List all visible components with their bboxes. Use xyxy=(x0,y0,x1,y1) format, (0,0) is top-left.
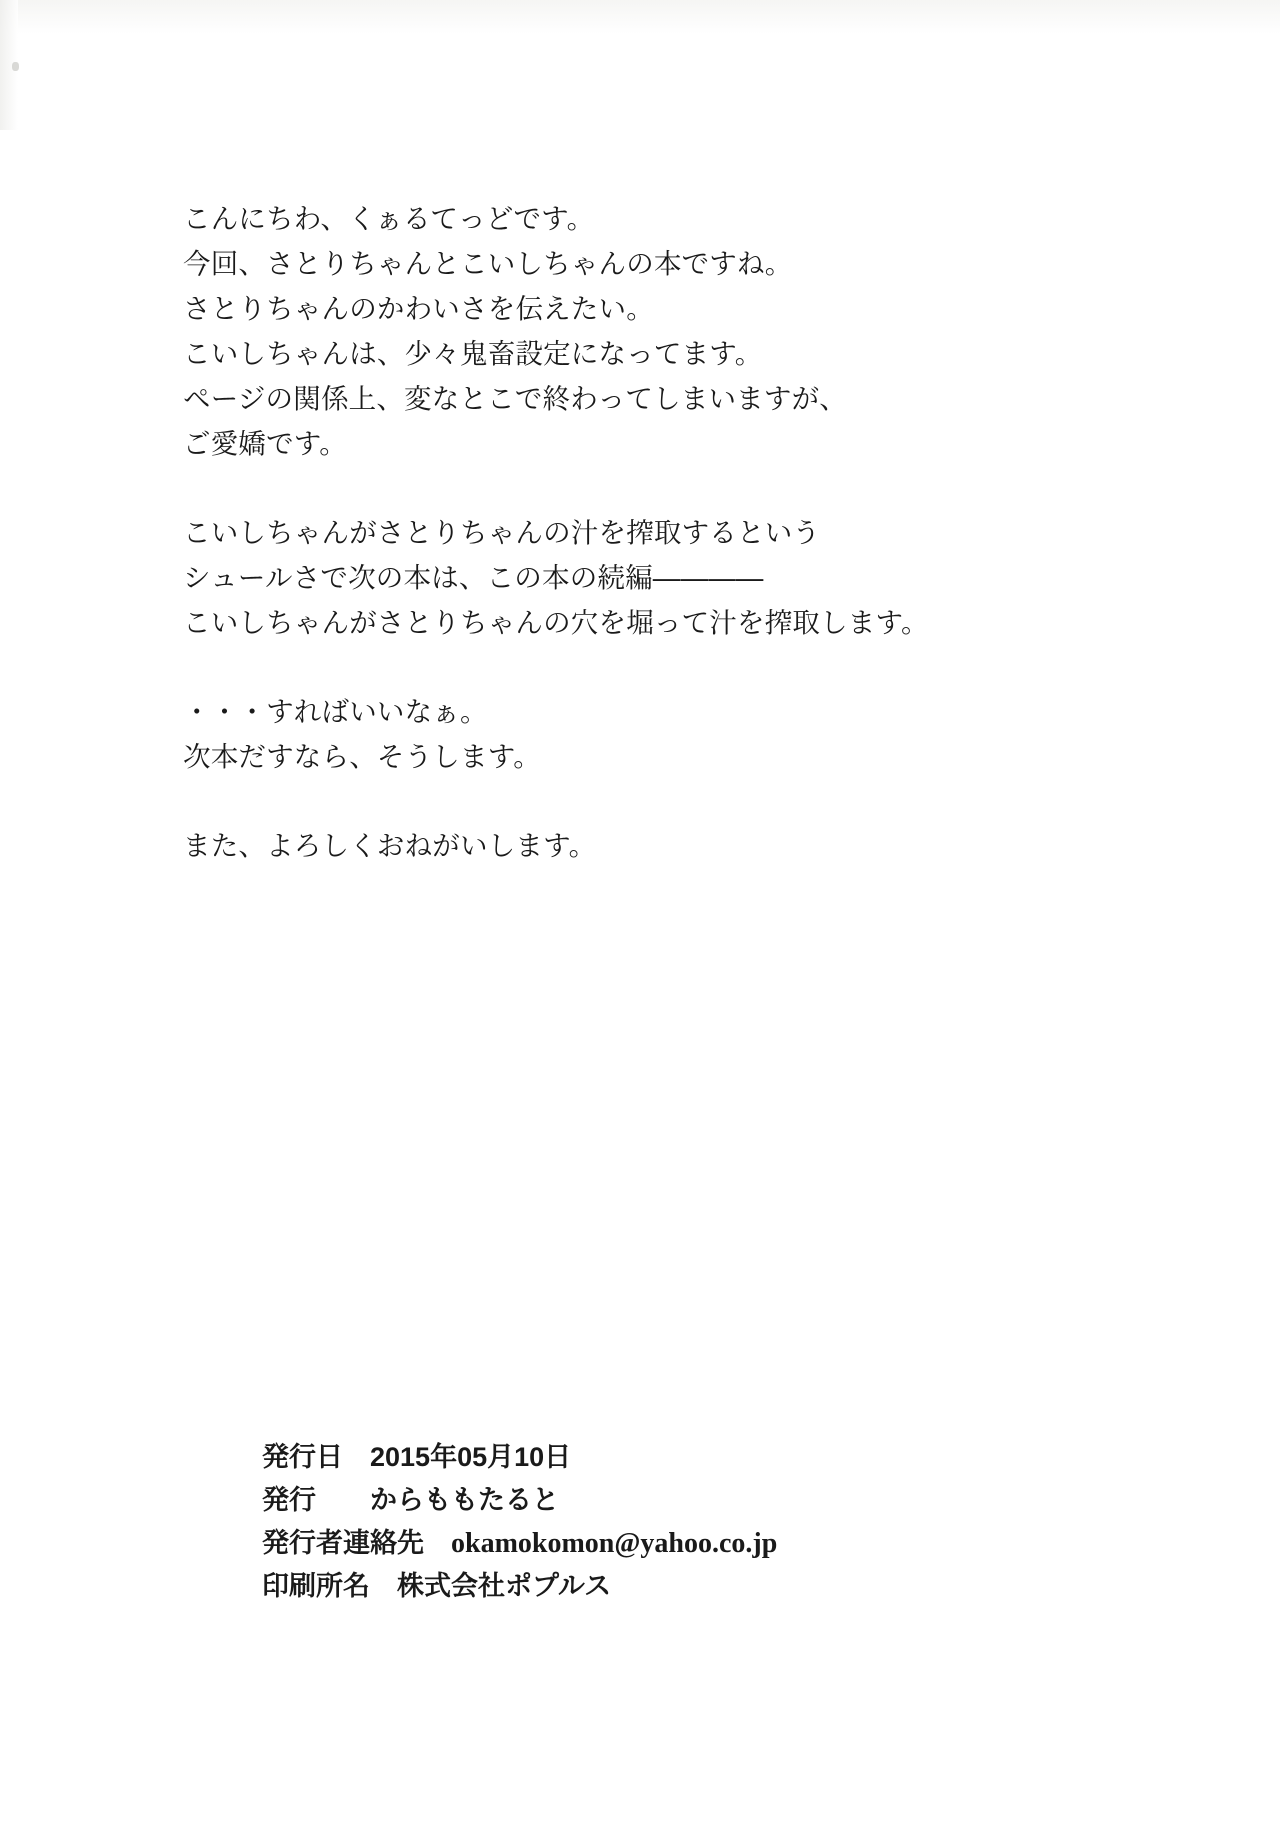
afterword-line: こいしちゃんは、少々鬼畜設定になってます。 xyxy=(183,338,763,369)
colophon-label: 印刷所名 xyxy=(262,1571,370,1601)
afterword-line: ・・・すればいいなぁ。 xyxy=(183,696,488,727)
afterword-line: 次本だすなら、そうします。 xyxy=(183,741,541,772)
colophon-label: 発行 xyxy=(262,1485,316,1515)
colophon-row xyxy=(262,1436,1162,1479)
afterword-line: ご愛嬌です。 xyxy=(183,428,347,459)
scan-speck xyxy=(12,62,19,71)
afterword-line: シュールさで次の本は、この本の続編———— xyxy=(183,562,764,593)
afterword-paragraph xyxy=(183,689,1063,779)
afterword-line: こいしちゃんがさとりちゃんの穴を堀って汁を搾取します。 xyxy=(183,607,929,638)
colophon-label: 発行日 xyxy=(262,1442,343,1472)
afterword-line: こんにちわ、くぁるてっどです。 xyxy=(183,203,595,234)
afterword-line: ページの関係上、変なとこで終わってしまいますが、 xyxy=(183,383,847,414)
afterword-paragraph xyxy=(183,196,1063,466)
afterword-line: さとりちゃんのかわいさを伝えたい。 xyxy=(183,293,654,324)
colophon-value: 株式会社ポプルス xyxy=(397,1571,612,1601)
colophon-row xyxy=(262,1565,1162,1608)
afterword-line: 今回、さとりちゃんとこいしちゃんの本ですね。 xyxy=(183,248,793,279)
afterword-line: こいしちゃんがさとりちゃんの汁を搾取するという xyxy=(183,517,821,548)
afterword-paragraph xyxy=(183,510,1063,645)
colophon-value: からももたると xyxy=(370,1485,559,1515)
afterword-paragraph xyxy=(183,823,1063,868)
scan-edge-top xyxy=(0,0,1280,34)
colophon xyxy=(262,1436,1162,1608)
colophon-row xyxy=(262,1479,1162,1522)
colophon-value: 2015年05月10日 xyxy=(370,1442,572,1472)
colophon-label: 発行者連絡先 xyxy=(262,1528,424,1558)
colophon-value-email: okamokomon@yahoo.co.jp xyxy=(451,1528,778,1559)
afterword-text xyxy=(183,196,1063,868)
afterword-line: また、よろしくおねがいします。 xyxy=(183,830,597,861)
colophon-row xyxy=(262,1522,1162,1565)
